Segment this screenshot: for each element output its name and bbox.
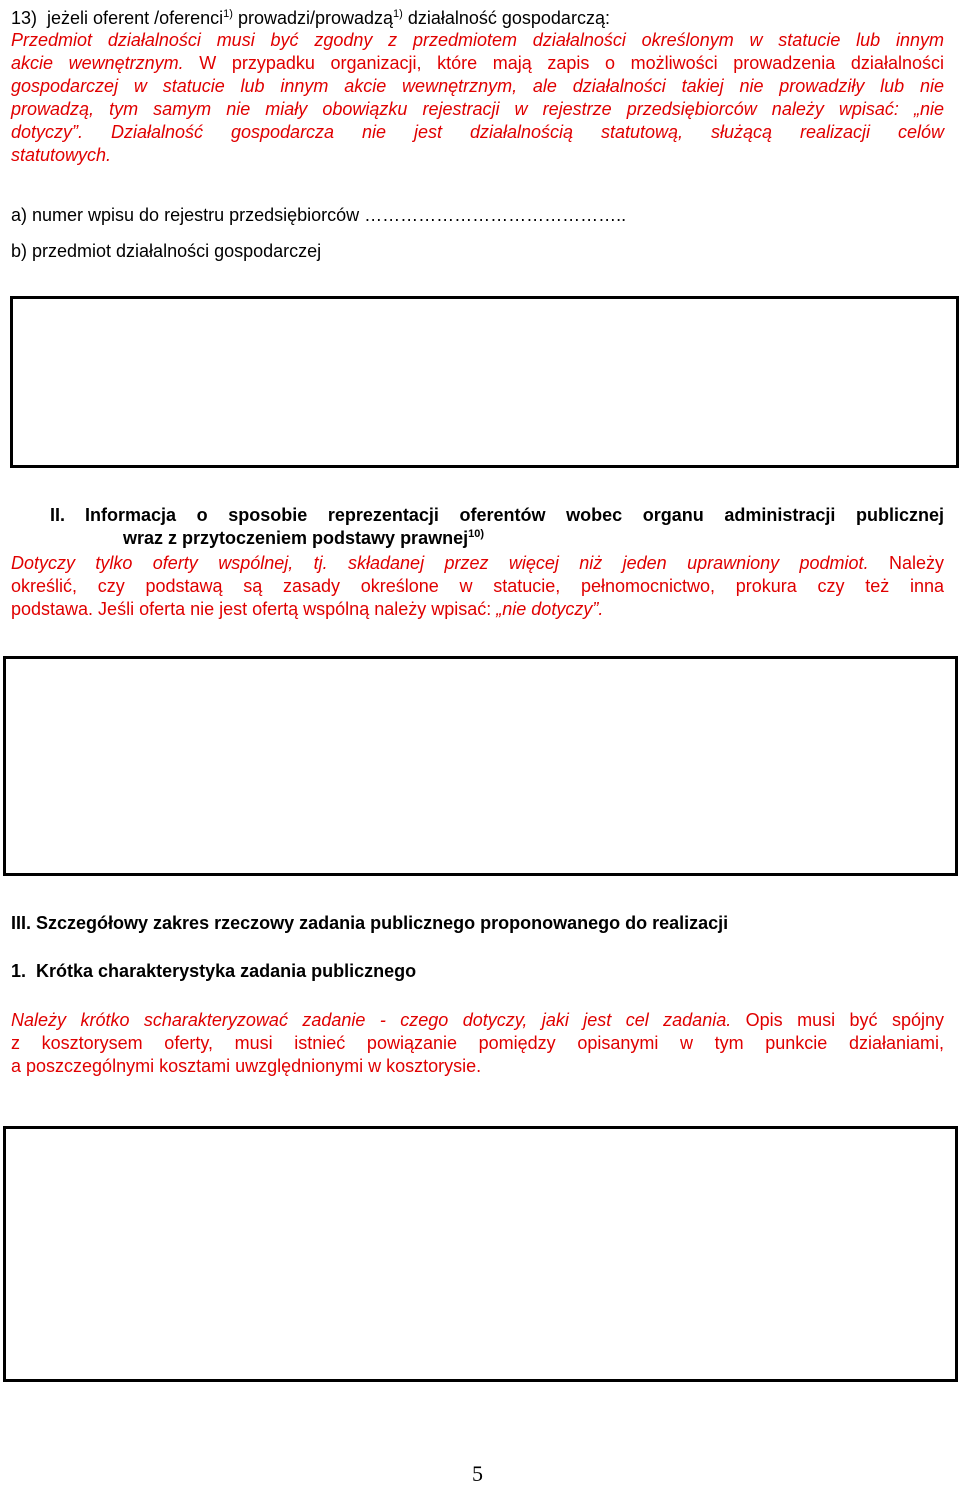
business-scope-label: b) przedmiot działalności gospodarczej: [11, 241, 322, 261]
section3-note-line3: a poszczególnymi kosztami uwzględnionymi w kosztorysie.: [11, 1056, 482, 1076]
section2-title-line2: wraz z przytoczeniem podstawy prawnej$^{10)}$: [123, 528, 484, 548]
representation-input-box[interactable]: [3, 656, 958, 876]
registry-number-label: a) numer wpisu do rejestru przedsiębiorców: [11, 205, 360, 225]
section3-note-line1: Należy krótko scharakteryzować zadanie - czego dotyczy, jaki jest cel zadania. Opis musi być spójny: [11, 1010, 944, 1030]
item13-note-line6: statutowych.: [11, 145, 112, 165]
section3-note-line2: z kosztorysem oferty, musi istnieć powiązanie pomiędzy opisanymi w tym punkcie działaniami,: [11, 1033, 944, 1053]
item13-number: 13): [11, 8, 38, 28]
registry-number-field: [11, 204, 626, 227]
task-description-input-box[interactable]: [3, 1126, 958, 1382]
item13-heading: 13) jeżeli oferent /oferenci$^{1)}$ prowadzi/prowadzą$^{1)}$ działalność gospodarczą:: [11, 8, 610, 28]
section2-note-line3: podstawa. Jeśli oferta nie jest ofertą wspólną należy wpisać: „nie dotyczy”.: [11, 599, 604, 619]
business-scope-input-box[interactable]: [10, 296, 959, 468]
section2-note-line2: określić, czy podstawą są zasady określone w statucie, pełnomocnictwo, prokura czy też inna: [11, 576, 944, 596]
item13-note-line3: gospodarczej w statucie lub innym akcie wewnętrznym, ale działalności takiej nie prowadziły lub nie: [11, 76, 944, 96]
section2-title-line1: Informacja o sposobie reprezentacji oferentów wobec organu administracji publicznej: [85, 505, 944, 525]
item13-note-line2: akcie wewnętrznym. W przypadku organizacji, które mają zapis o możliwości prowadzenia działalności: [11, 53, 944, 73]
section3-title: III. Szczegółowy zakres rzeczowy zadania publicznego proponowanego do realizacji: [11, 913, 729, 933]
item13-note-line4: prowadzą, tym samym nie miały obowiązku rejestracji w rejestrze przedsiębiorców należy wpisać: „nie: [11, 99, 944, 119]
section3-subheading: 1. Krótka charakterystyka zadania publicznego: [11, 961, 417, 981]
item13-note-line5: dotyczy”. Działalność gospodarcza nie jest działalnością statutową, służącą realizacji celów: [11, 122, 944, 142]
registry-number-dots[interactable]: ……………………………………..: [364, 205, 627, 225]
item13-note-line1: Przedmiot działalności musi być zgodny z przedmiotem działalności określonym w statucie lub innym: [11, 30, 944, 50]
section2-note-line1: Dotyczy tylko oferty wspólnej, tj. składanej przez więcej niż jeden uprawniony podmiot. Należy: [11, 553, 944, 573]
page-number: 5: [472, 1461, 483, 1486]
section2-number: II.: [50, 505, 66, 525]
